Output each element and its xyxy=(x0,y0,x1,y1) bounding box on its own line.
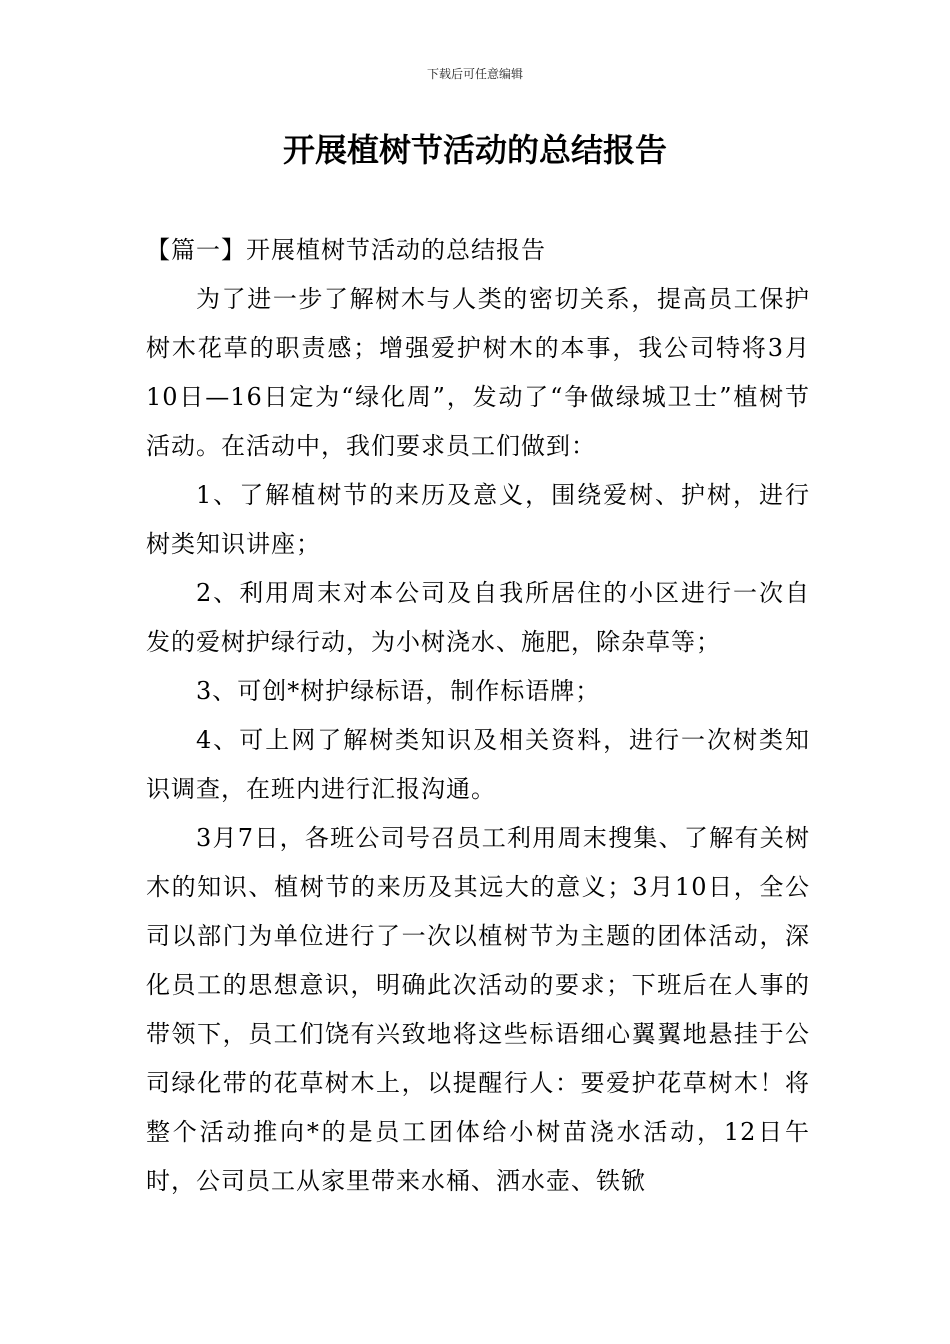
paragraph-item-2: 2、利用周末对本公司及自我所居住的小区进行一次自发的爱树护绿行动，为小树浇水、施肥，除杂草等； xyxy=(146,579,810,656)
document-title: 开展植树节活动的总结报告 xyxy=(282,131,667,169)
paragraph-item-3: 3、可创*树护绿标语，制作标语牌； xyxy=(196,677,601,705)
document-body xyxy=(146,226,810,1206)
section-heading: 【篇一】开展植树节活动的总结报告 xyxy=(146,236,546,264)
paragraph-activity: 3月7日，各班公司号召员工利用周末搜集、了解有关树木的知识、植树节的来历及其远大的意义；3月10日，全公司以部门为单位进行了一次以植树节为主题的团体活动，深化员工的思想意识，明确此次活动的要求；下班后在人事的带领下，员工们饶有兴致地将这些标语细心翼翼地悬挂于公司绿化带的花草树木上，以提醒行人：要爱护花草树木！将整个活动推向*的是员工团体给小树苗浇水活动，12日午时，公司员工从家里带来水桶、洒水壶、铁锨 xyxy=(146,824,810,1195)
paragraph-intro: 为了进一步了解树木与人类的密切关系，提高员工保护树木花草的职责感；增强爱护树木的本事，我公司特将3月10日—16日定为“绿化周”，发动了“争做绿城卫士”植树节活动。在活动中，我们要求员工们做到： xyxy=(146,285,810,460)
paragraph-item-1: 1、了解植树节的来历及意义，围绕爱树、护树，进行树类知识讲座； xyxy=(146,481,810,558)
paragraph-item-4: 4、可上网了解树类知识及相关资料，进行一次树类知识调查，在班内进行汇报沟通。 xyxy=(146,726,810,803)
header-note: 下载后可任意编辑 xyxy=(426,67,523,81)
